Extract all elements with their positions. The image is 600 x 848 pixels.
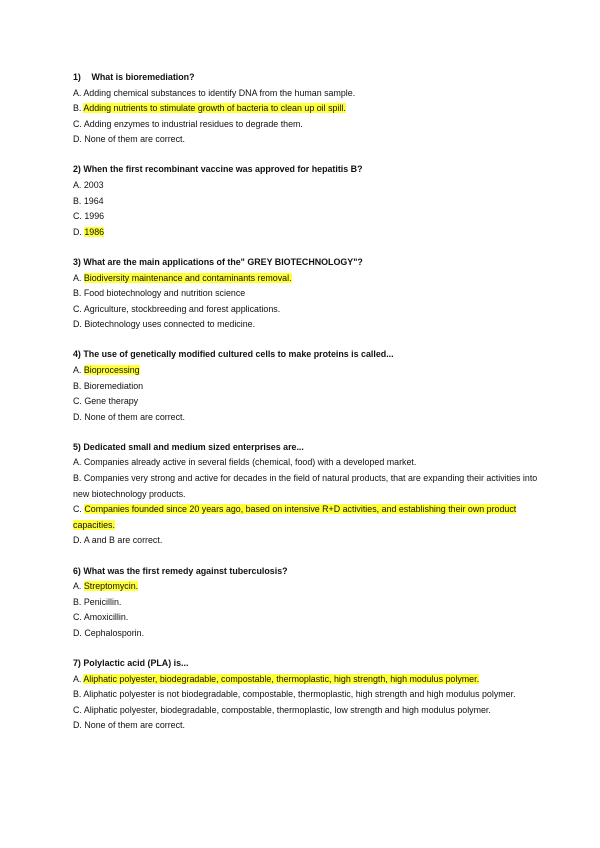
option-text-highlighted: Aliphatic polyester, biodegradable, compostable, thermoplastic, high strength, high modulus polymer. [83,673,480,684]
option-letter: D. [73,226,85,237]
question-number: 5) [73,441,81,452]
option-letter: C. [73,396,85,407]
option-letter: C. [73,211,85,222]
question-7 [73,656,553,734]
option-a [73,672,553,688]
question-title [73,347,553,363]
option-text: Food biotechnology and nutrition science [83,288,246,299]
option-letter: B. [73,380,84,391]
option-d [73,626,553,642]
option-letter: D. [73,411,85,422]
option-letter: B. [73,288,84,299]
option-c [73,610,553,626]
option-letter: B. [73,195,84,206]
question-text: The use of genetically modified cultured cells to make proteins is called... [83,349,394,360]
question-number: 2) [73,164,81,175]
option-letter: A. [73,457,84,468]
option-d [73,317,553,333]
option-letter: D. [73,720,85,731]
question-title [73,162,553,178]
option-text: Gene therapy [84,396,139,407]
question-4 [73,347,553,425]
quiz-document [73,70,553,748]
option-d [73,533,553,549]
option-a [73,178,553,194]
option-text: 2003 [83,180,104,191]
question-3 [73,255,553,333]
option-text-highlighted: Biodiversity maintenance and contaminants removal. [83,272,292,283]
option-letter: D. [73,535,84,546]
option-letter: A. [73,180,84,191]
option-text: Adding enzymes to industrial residues to degrade them. [83,118,303,129]
option-c [73,209,553,225]
option-text: 1964 [83,195,104,206]
question-title [73,70,553,86]
question-text: What is bioremediation? [91,72,195,82]
option-text: Adding chemical substances to identify DNA from the human sample. [83,87,356,98]
option-letter: B. [73,103,84,114]
option-text-highlighted: Companies founded since 20 years ago, based on intensive R+D activities, and establishing their own product capacities. [73,504,517,530]
option-letter: D. [73,319,85,330]
question-6 [73,564,553,642]
option-c [73,394,553,410]
question-1 [73,70,553,148]
option-a [73,363,553,379]
option-text: None of them are correct. [84,720,185,731]
option-c [73,302,553,318]
option-letter: B. [73,689,84,700]
option-a [73,579,553,595]
option-letter: C. [73,118,84,129]
option-letter: D. [73,134,85,145]
option-d [73,718,553,734]
question-title [73,564,553,580]
option-letter: B. [73,596,84,607]
question-number: 4) [73,349,81,360]
option-a [73,271,553,287]
option-b [73,101,553,117]
option-text: Penicillin. [83,596,122,607]
option-d [73,225,553,241]
option-letter: A. [73,87,84,98]
question-title [73,656,553,672]
option-text-highlighted: 1986 [84,226,105,237]
option-b [73,379,553,395]
option-d [73,132,553,148]
option-text-highlighted: Streptomycin. [83,581,139,592]
question-text: Dedicated small and medium sized enterprises are... [83,441,304,452]
option-text: Agriculture, stockbreeding and forest applications. [83,303,281,314]
option-text: None of them are correct. [84,134,185,145]
option-b [73,286,553,302]
option-text: Companies very strong and active for decades in the field of natural products, that are expanding their activities into new biotechnology products. [73,473,538,499]
option-text: A and B are correct. [83,535,163,546]
option-a [73,86,553,102]
option-d [73,410,553,426]
option-a [73,455,553,471]
option-text-highlighted: Adding nutrients to stimulate growth of bacteria to clean up oil spill. [83,103,346,114]
question-number: 1) [73,72,81,82]
question-title [73,440,553,456]
option-letter: C. [73,504,85,515]
option-text: Bioremediation [83,380,144,391]
question-text: When the first recombinant vaccine was approved for hepatitis B? [83,164,363,175]
option-text-highlighted: Bioprocessing [83,365,140,375]
option-letter: A. [73,581,84,592]
option-b [73,194,553,210]
option-letter: C. [73,704,84,715]
option-letter: A. [73,673,84,684]
option-text: Companies already active in several fields (chemical, food) with a developed market. [83,457,417,468]
question-number: 6) [73,565,81,576]
option-text: Cephalosporin. [84,627,145,638]
option-text: Amoxicillin. [83,612,129,623]
option-letter: C. [73,303,84,314]
question-text: Polylactic acid (PLA) is... [83,658,189,668]
option-letter: A. [73,365,84,375]
option-letter: A. [73,272,84,283]
question-text: What was the first remedy against tuberculosis? [83,565,288,576]
option-text: None of them are correct. [84,411,185,422]
option-c [73,502,553,533]
option-letter: B. [73,473,84,484]
question-2 [73,162,553,240]
question-text: What are the main applications of the" GREY BIOTECHNOLOGY"? [83,256,363,267]
option-c [73,703,553,719]
option-text: Biotechnology uses connected to medicine. [84,319,256,330]
question-5 [73,440,553,549]
option-text: Aliphatic polyester is not biodegradable, compostable, thermoplastic, high strength and high modulus polymer. [83,689,516,700]
option-text: Aliphatic polyester, biodegradable, compostable, thermoplastic, low strength and high modulus polymer. [83,704,491,715]
option-b [73,471,553,502]
option-c [73,117,553,133]
question-number: 7) [73,658,81,668]
option-text: 1996 [84,211,105,222]
option-letter: D. [73,627,85,638]
option-letter: C. [73,612,84,623]
option-b [73,595,553,611]
question-number: 3) [73,256,81,267]
option-b [73,687,553,703]
question-title [73,255,553,271]
